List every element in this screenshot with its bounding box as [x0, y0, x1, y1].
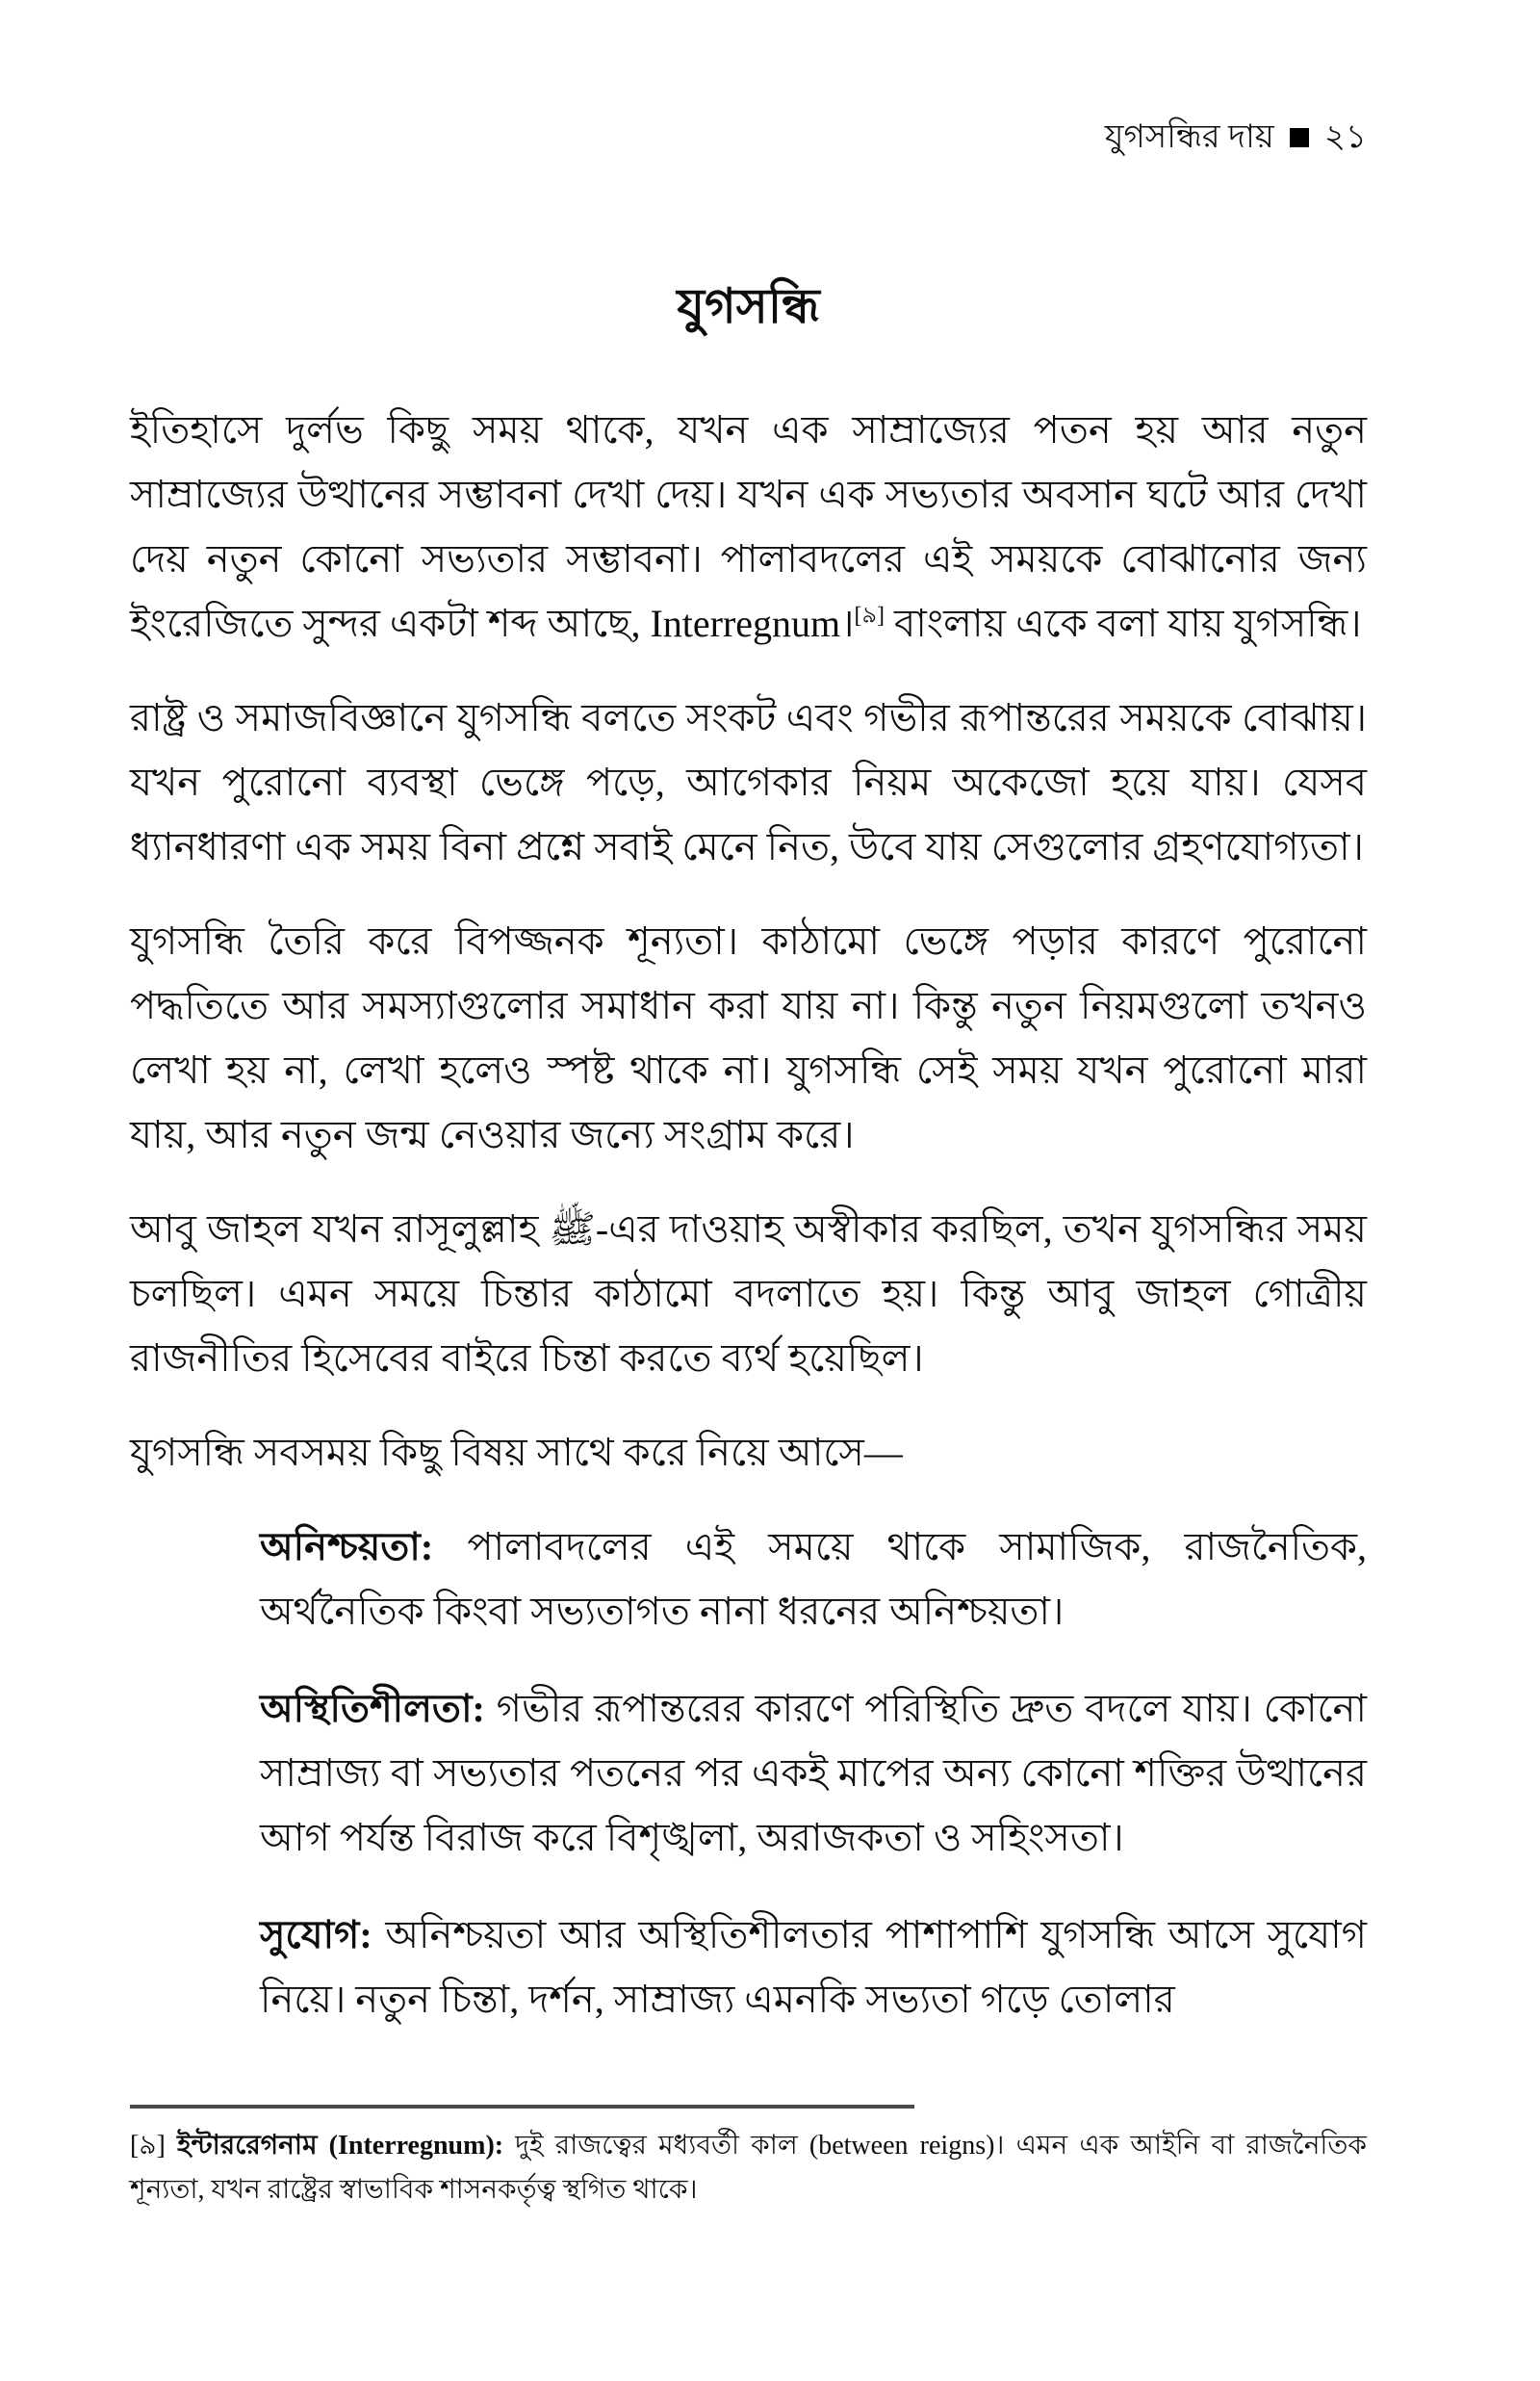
paragraph-abu-jahl: আবু জাহল যখন রাসূলুল্লাহ ﷺ-এর দাওয়াহ অস্বীকার করছিল, তখন যুগসন্ধির সময় চলছিল। এমন সময়ে চিন্তার কাঠামো বদলাতে হয়। কিন্তু আবু জাহল গোত্রীয় রাজনীতির হিসেবের বাইরে চিন্তা করতে ব্যর্থ হয়েছিল। — [130, 1207, 1367, 1380]
paragraph-text: ইতিহাসে দুর্লভ কিছু সময় থাকে, যখন এক সাম্রাজ্যের পতন হয় আর নতুন সাম্রাজ্যের উত্থানের সম্ভাবনা দেখা দেয়। যখন এক সভ্যতার অবসান ঘটে আর দেখা দেয় নতুন কোনো সভ্যতার সম্ভাবনা। পালাবদলের এই সময়কে বোঝানোর জন্য ইংরেজিতে সুন্দর একটা শব্দ আছে, Interregnum। — [130, 408, 1367, 645]
footnote-text — [130, 2124, 1367, 2213]
footnote-body: দুই রাজত্বের মধ্যবর্তী কাল (between reigns)। এমন এক আইনি বা রাজনৈতিক শূন্যতা, যখন রাষ্ট্রের স্বাভাবিক শাসনকর্তৃত্ব স্থগিত থাকে। — [130, 2131, 1368, 2205]
footnote-reference: [৯] — [854, 603, 886, 629]
list-item-lead: সুযোগ: — [260, 1913, 372, 1956]
footnote-term: ইন্টাররেগনাম (Interregnum): — [177, 2131, 504, 2161]
paragraph-definition: রাষ্ট্র ও সমাজবিজ্ঞানে যুগসন্ধি বলতে সংকট এবং গভীর রূপান্তরের সময়কে বোঝায়। যখন পুরোনো ব্যবস্থা ভেঙ্গে পড়ে, আগেকার নিয়ম অকেজো হয়ে যায়। যেসব ধ্যানধারণা এক সময় বিনা প্রশ্নে সবাই মেনে নিত, উবে যায় সেগুলোর গ্রহণযোগ্যতা। — [130, 696, 1367, 868]
page-number: ২১ — [1323, 119, 1367, 155]
body-text — [130, 398, 1367, 2032]
page-content — [130, 0, 1367, 2064]
paragraph-text: বাংলায় একে বলা যায় যুগসন্ধি। — [885, 602, 1362, 645]
list-item-lead: অনিশ্চয়তা: — [260, 1525, 434, 1568]
list-item-uncertainty — [260, 1514, 1367, 1643]
footnote-block — [130, 2105, 1367, 2213]
footnote-rule — [130, 2105, 914, 2109]
list-item-text: গভীর রূপান্তরের কারণে পরিস্থিতি দ্রুত বদলে যায়। কোনো সাম্রাজ্য বা সভ্যতার পতনের পর একই মাপের অন্য কোনো শক্তির উত্থানের আগ পর্যন্ত বিরাজ করে বিশৃঙ্খলা, অরাজকতা ও সহিংসতা। — [260, 1687, 1367, 1859]
list-item-opportunity — [260, 1902, 1367, 2032]
list-item-text: অনিশ্চয়তা আর অস্থিতিশীলতার পাশাপাশি যুগসন্ধি আসে সুযোগ নিয়ে। নতুন চিন্তা, দর্শন, সাম্রাজ্য এমনকি সভ্যতা গড়ে তোলার — [260, 1913, 1367, 2021]
list-item-instability — [260, 1676, 1367, 1870]
running-header-title: যুগসন্ধির দায় — [1104, 119, 1274, 155]
footnote-marker: [৯] — [130, 2131, 166, 2161]
paragraph-list-intro: যুগসন্ধি সবসময় কিছু বিষয় সাথে করে নিয়ে আসে— — [130, 1431, 903, 1474]
list-item-text: পালাবদলের এই সময়ে থাকে সামাজিক, রাজনৈতিক, অর্থনৈতিক কিংবা সভ্যতাগত নানা ধরনের অনিশ্চয়তা। — [260, 1525, 1368, 1633]
chapter-title: যুগসন্ধি — [677, 279, 820, 333]
paragraph-interregnum — [130, 398, 1367, 656]
paragraph-vacuum: যুগসন্ধি তৈরি করে বিপজ্জনক শূন্যতা। কাঠামো ভেঙ্গে পড়ার কারণে পুরোনো পদ্ধতিতে আর সমস্যাগুলোর সমাধান করা যায় না। কিন্তু নতুন নিয়মগুলো তখনও লেখা হয় না, লেখা হলেও স্পষ্ট থাকে না। যুগসন্ধি সেই সময় যখন পুরোনো মারা যায়, আর নতুন জন্ম নেওয়ার জন্যে সংগ্রাম করে। — [130, 919, 1367, 1156]
list-item-lead: অস্থিতিশীলতা: — [260, 1687, 485, 1730]
